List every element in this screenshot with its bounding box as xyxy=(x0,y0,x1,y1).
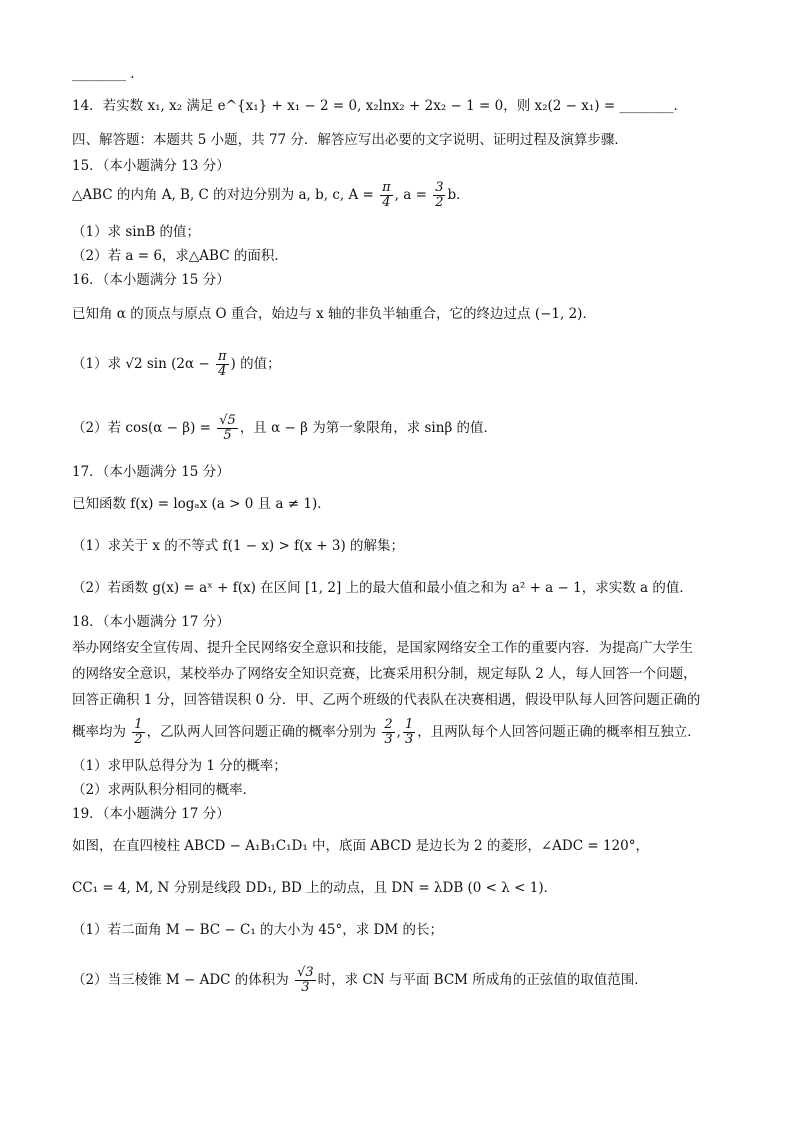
question-16-header: 16．（本小题满分 15 分） xyxy=(72,272,230,288)
section-4-heading: 四、解答题：本题共 5 小题，共 77 分．解答应写出必要的文字说明、证明过程及演算步骤． xyxy=(72,132,628,148)
question-18-line-3: 回答正确积 1 分，回答错误积 0 分．甲、乙两个班级的代表队在决赛相遇，假设甲队每人回答问题正确的 xyxy=(72,692,701,708)
question-18-line-1: 举办网络安全宣传周、提升全民网络安全意识和技能，是国家网络安全工作的重要内容．为提高广大学生 xyxy=(72,640,693,656)
fraction-2-over-3: $\frac{2}{3}$ xyxy=(384,717,393,747)
fraction-1-over-3: $\frac{1}{3}$ xyxy=(404,717,414,747)
fraction-pi-over-4: $\frac{\pi}{4}$ xyxy=(217,349,227,379)
question-18-part-2: （2）求两队积分相同的概率． xyxy=(72,782,257,798)
question-18-line-2: 的网络安全意识，某校举办了网络安全知识竞赛，比赛采用积分制，规定每队 2 人，每人回答一个问题， xyxy=(72,666,697,682)
fraction-3-over-2: $\frac{3}{2}$ xyxy=(435,180,444,210)
question-16-part-2: （2）若 cos(α − β) = $\frac{√5}{5}$ ，且 α − β 为第一象限角，求 sinβ 的值． xyxy=(72,413,498,443)
question-16-stem: 已知角 α 的顶点与原点 O 重合，始边与 x 轴的非负半轴重合，它的终边过点 (−1, 2)． xyxy=(72,306,596,322)
question-17-part-1: （1）求关于 x 的不等式 f(1 − x) > f(x + 3) 的解集； xyxy=(72,538,405,554)
question-15-part-1: （1）求 sinB 的值； xyxy=(72,224,201,240)
question-19-line-2: CC₁ = 4, M, N 分别是线段 DD₁, BD 上的动点，且 DN = λDB (0 < λ < 1)． xyxy=(72,880,558,896)
question-17-stem: 已知函数 f(x) = logₐx (a > 0 且 a ≠ 1)． xyxy=(72,496,331,512)
question-14: 14．若实数 x₁, x₂ 满足 e^{x₁} + x₁ − 2 = 0, x₂lnx₂ + 2x₂ − 1 = 0，则 x₂(2 − x₁) = ________． xyxy=(72,98,687,114)
question-18-part-1: （1）求甲队总得分为 1 分的概率； xyxy=(72,758,287,774)
fraction-root5-over-5: $\frac{√5}{5}$ xyxy=(219,413,236,443)
answer-blank-line: ________ . xyxy=(72,66,135,82)
question-16-part-1: （1）求 √2 sin (2α − $\frac{\pi}{4}$ ) 的值； xyxy=(72,349,281,379)
question-18-line-4: 概率均为 $\frac{1}{2}$ ，乙队两人回答问题正确的概率分别为 $\frac{2}{3}$ , $\frac{1}{3}$ ，且两队每个人回答问题正确的概率相互独立． xyxy=(72,717,701,747)
question-19-part-1: （1）若二面角 M − BC − C₁ 的大小为 45°，求 DM 的长； xyxy=(72,922,443,938)
fraction-root3-over-3: $\frac{√3}{3}$ xyxy=(297,965,314,995)
question-19-header: 19．（本小题满分 17 分） xyxy=(72,806,230,822)
question-18-header: 18．（本小题满分 17 分） xyxy=(72,614,230,630)
question-19-line-1: 如图，在直四棱柱 ABCD − A₁B₁C₁D₁ 中，底面 ABCD 是边长为 2 的菱形，∠ADC = 120°， xyxy=(72,838,649,854)
question-19-part-2: （2）当三棱锥 M − ADC 的体积为 $\frac{√3}{3}$ 时，求 CN 与平面 BCM 所成角的正弦值的取值范围． xyxy=(72,965,648,995)
question-15-part-2: （2）若 a = 6，求△ABC 的面积． xyxy=(72,248,288,264)
question-15-stem: △ABC 的内角 A, B, C 的对边分别为 a, b, c, A = $\frac{\pi}{4}$ , a = $\frac{3}{2}$ b． xyxy=(72,180,470,210)
question-17-part-2: （2）若函数 g(x) = aˣ + f(x) 在区间 [1, 2] 上的最大值和最小值之和为 a² + a − 1，求实数 a 的值． xyxy=(72,580,693,596)
question-15-header: 15．（本小题满分 13 分） xyxy=(72,158,230,174)
fraction-1-over-2: $\frac{1}{2}$ xyxy=(134,717,143,747)
fraction-pi-over-4: $\frac{\pi}{4}$ xyxy=(382,180,391,210)
question-17-header: 17．（本小题满分 15 分） xyxy=(72,464,230,480)
